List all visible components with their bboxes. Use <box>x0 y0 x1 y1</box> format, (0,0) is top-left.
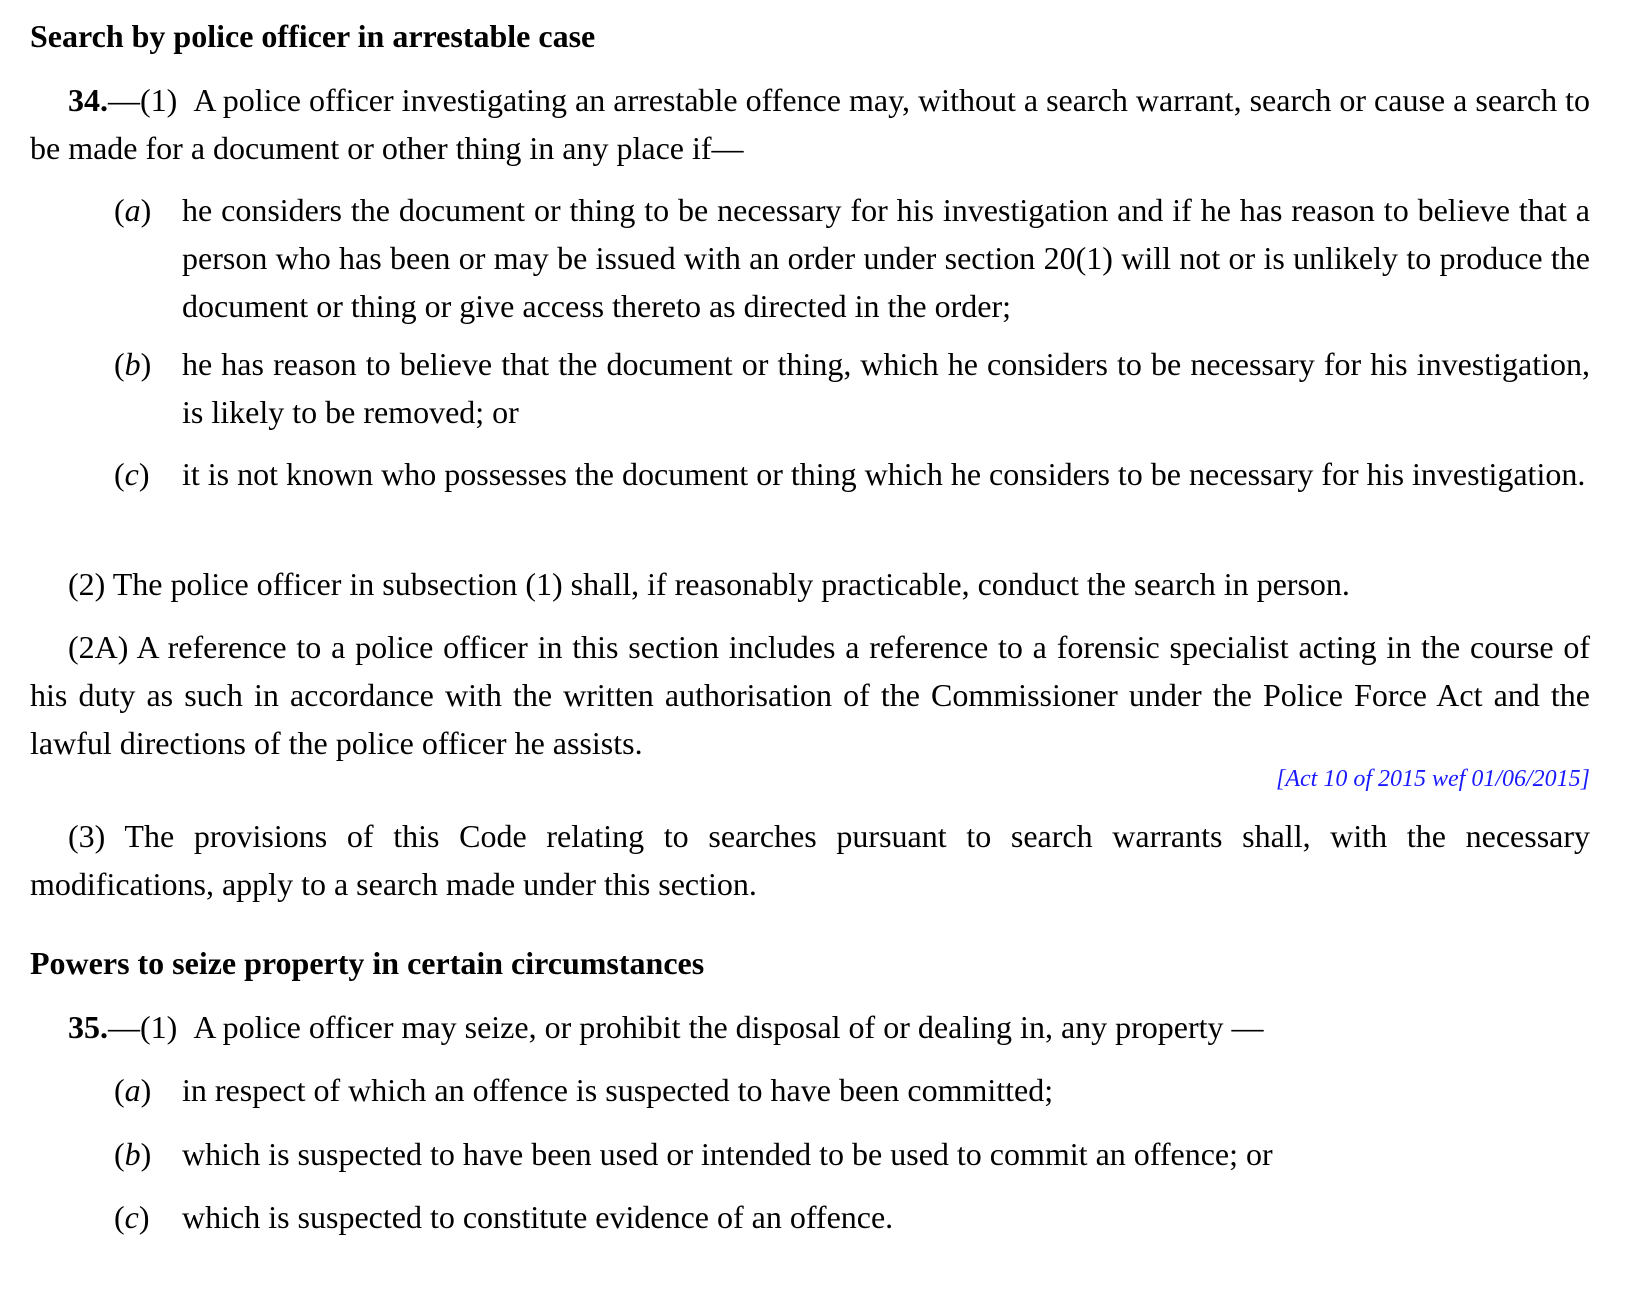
item-label: (a) <box>114 192 152 228</box>
section-34-subsection-1 <box>30 76 1590 172</box>
section-34-subsection-1-label: —(1) <box>108 82 178 118</box>
section-34-subsection-1-text: A police officer investigating an arrestable offence may, without a search warrant, search or cause a search to be made for a document or other thing in any place if— <box>30 82 1591 166</box>
item-label: (b) <box>114 346 152 382</box>
item-text: he considers the document or thing to be necessary for his investigation and if he has reason to believe that a person who has been or may be issued with an order under section 20(1) will not or is unlikely to produce the document or thing or give access thereto as directed in the order; <box>182 192 1590 324</box>
section-35-subsection-1-label: —(1) <box>108 1009 178 1045</box>
section-35-subsection-1 <box>30 1003 1590 1051</box>
item-text: it is not known who possesses the document or thing which he considers to be necessary for his investigation. <box>182 456 1586 492</box>
item-text: he has reason to believe that the document or thing, which he considers to be necessary for his investigation, is likely to be removed; or <box>182 346 1590 430</box>
item-text: in respect of which an offence is suspected to have been committed; <box>182 1072 1054 1108</box>
section-34-subsection-2: (2) The police officer in subsection (1) shall, if reasonably practicable, conduct the search in person. <box>68 566 1350 602</box>
item-label: (c) <box>114 456 150 492</box>
item-label: (a) <box>114 1072 152 1108</box>
amendment-note: [Act 10 of 2015 wef 01/06/2015] <box>1276 766 1590 792</box>
section-34-subsection-3: (3) The provisions of this Code relating to searches pursuant to search warrants shall, with the necessary modifications, apply to a search made under this section. <box>30 818 1590 902</box>
item-text: which is suspected to constitute evidence of an offence. <box>182 1199 894 1235</box>
item-label: (b) <box>114 1136 152 1172</box>
section-34-heading: Search by police officer in arrestable case <box>30 18 596 54</box>
item-label: (c) <box>114 1199 150 1235</box>
section-35-subsection-1-text: A police officer may seize, or prohibit the disposal of or dealing in, any property — <box>193 1009 1264 1045</box>
section-34-subsection-2A: (2A) A reference to a police officer in this section includes a reference to a forensic specialist acting in the course of his duty as such in accordance with the written authorisation of the Commissioner under the Police Force Act and the lawful directions of the police officer he assists. <box>30 629 1590 761</box>
section-35-heading: Powers to seize property in certain circumstances <box>30 945 705 981</box>
section-34-number: 34. <box>68 82 108 118</box>
section-35-number: 35. <box>68 1009 108 1045</box>
item-text: which is suspected to have been used or intended to be used to commit an offence; or <box>182 1136 1273 1172</box>
